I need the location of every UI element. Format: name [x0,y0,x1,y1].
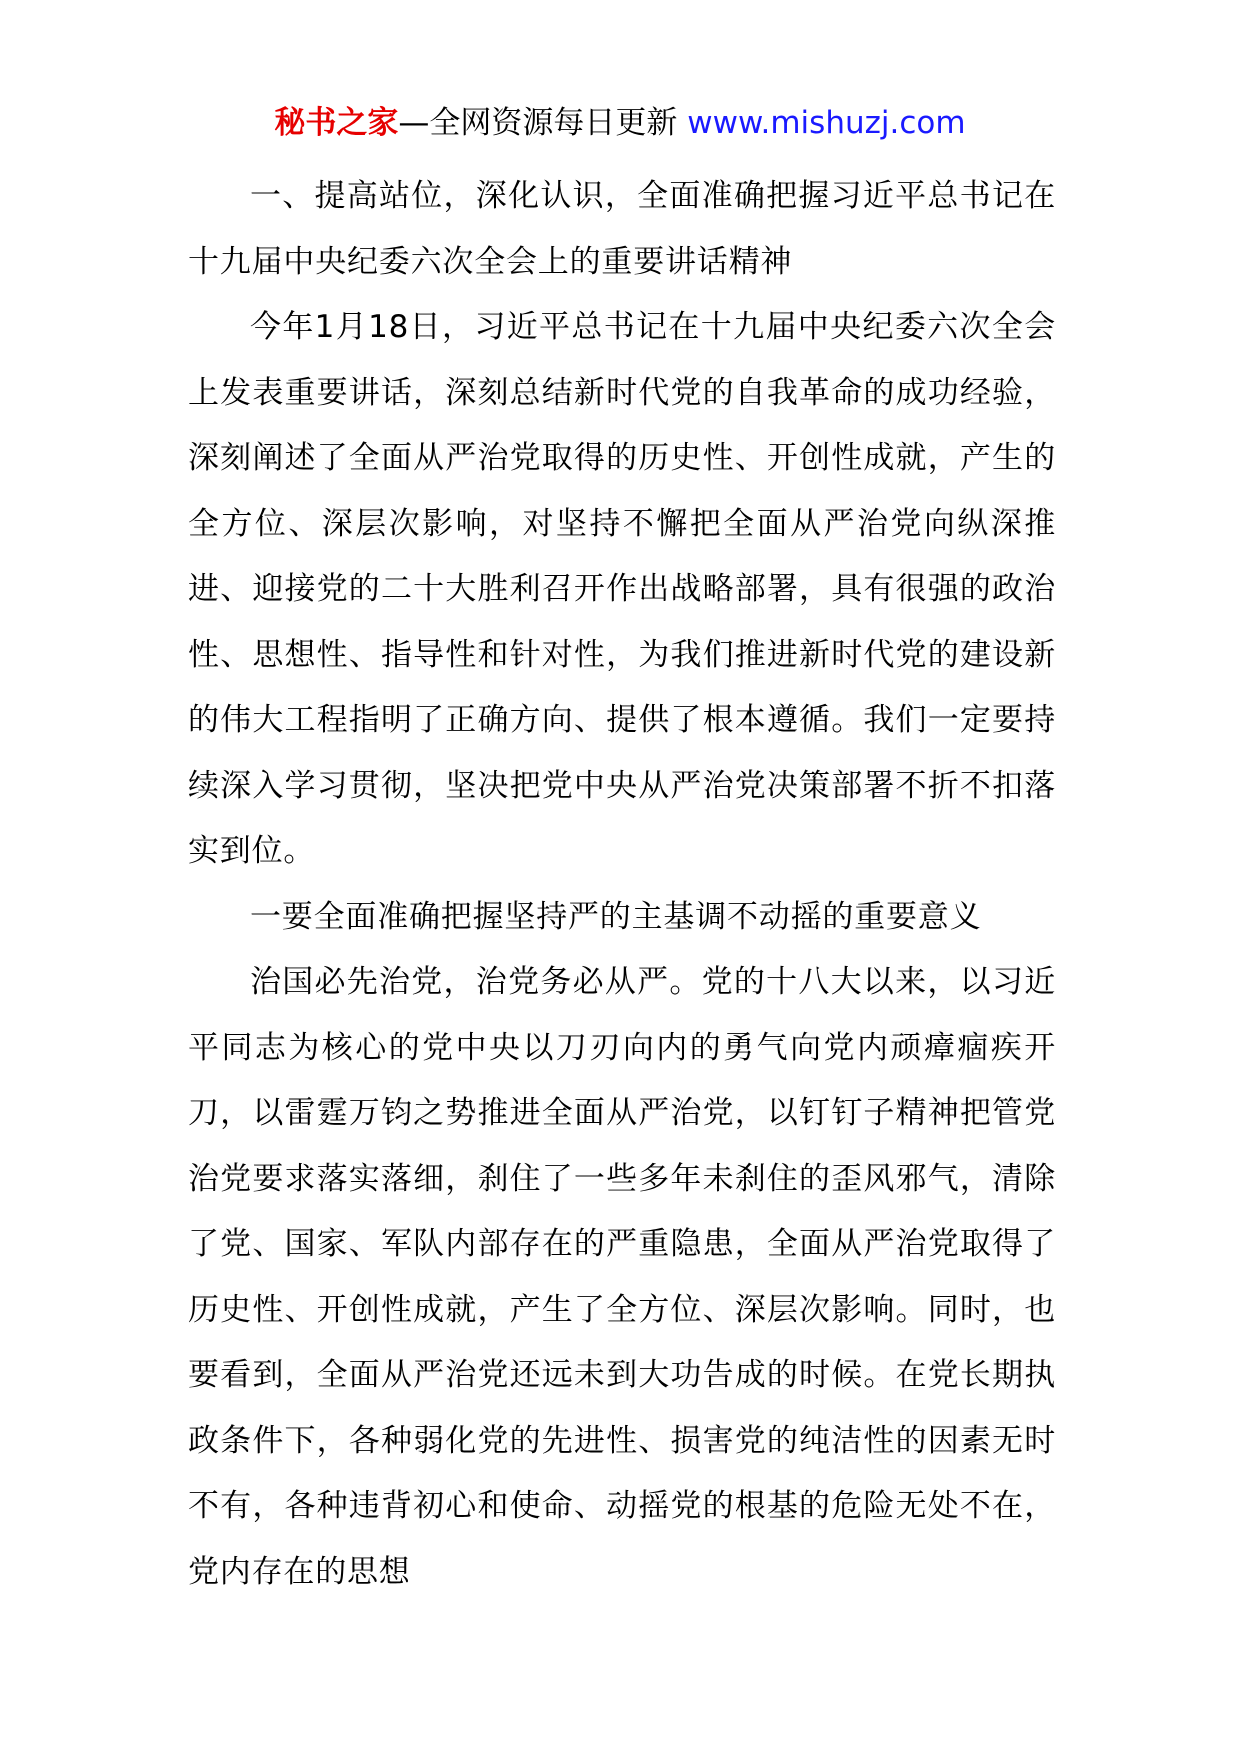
document-body [188,164,1056,1605]
header-slogan: —全网资源每日更新 [398,105,688,141]
section-heading: 一、提高站位，深化认识，全面准确把握习近平总书记在十九届中央纪委六次全会上的重要讲话精神 [188,178,1056,280]
website-link[interactable]: www.mishuzj.com [687,105,966,141]
paragraph-1: 今年1月18日，习近平总书记在十九届中央纪委六次全会上发表重要讲话，深刻总结新时代党的自我革命的成功经验，深刻阐述了全面从严治党取得的历史性、开创性成就，产生的全方位、深层次影响，对坚持不懈把全面从严治党向纵深推进、迎接党的二十大胜利召开作出战略部署，具有很强的政治性、思想性、指导性和针对性，为我们推进新时代党的建设新的伟大工程指明了正确方向、提供了根本遵循。我们一定要持续深入学习贯彻，坚决把党中央从严治党决策部署不折不扣落实到位。 [188,309,1056,869]
page-header [0,102,1240,144]
subheading: 一要全面准确把握坚持严的主基调不动摇的重要意义 [250,898,982,935]
paragraph-2: 治国必先治党，治党务必从严。党的十八大以来，以习近平同志为核心的党中央以刀刃向内的勇气向党内顽瘴痼疾开刀，以雷霆万钧之势推进全面从严治党，以钉钉子精神把管党治党要求落实落细，刹住了一些多年未刹住的歪风邪气，清除了党、国家、军队内部存在的严重隐患，全面从严治党取得了历史性、开创性成就，产生了全方位、深层次影响。同时，也要看到，全面从严治党还远未到大功告成的时候。在党长期执政条件下，各种弱化党的先进性、损害党的纯洁性的因素无时不有，各种违背初心和使命、动摇党的根基的危险无处不在，党内存在的思想 [188,964,1056,1590]
brand-name: 秘书之家 [274,105,399,141]
